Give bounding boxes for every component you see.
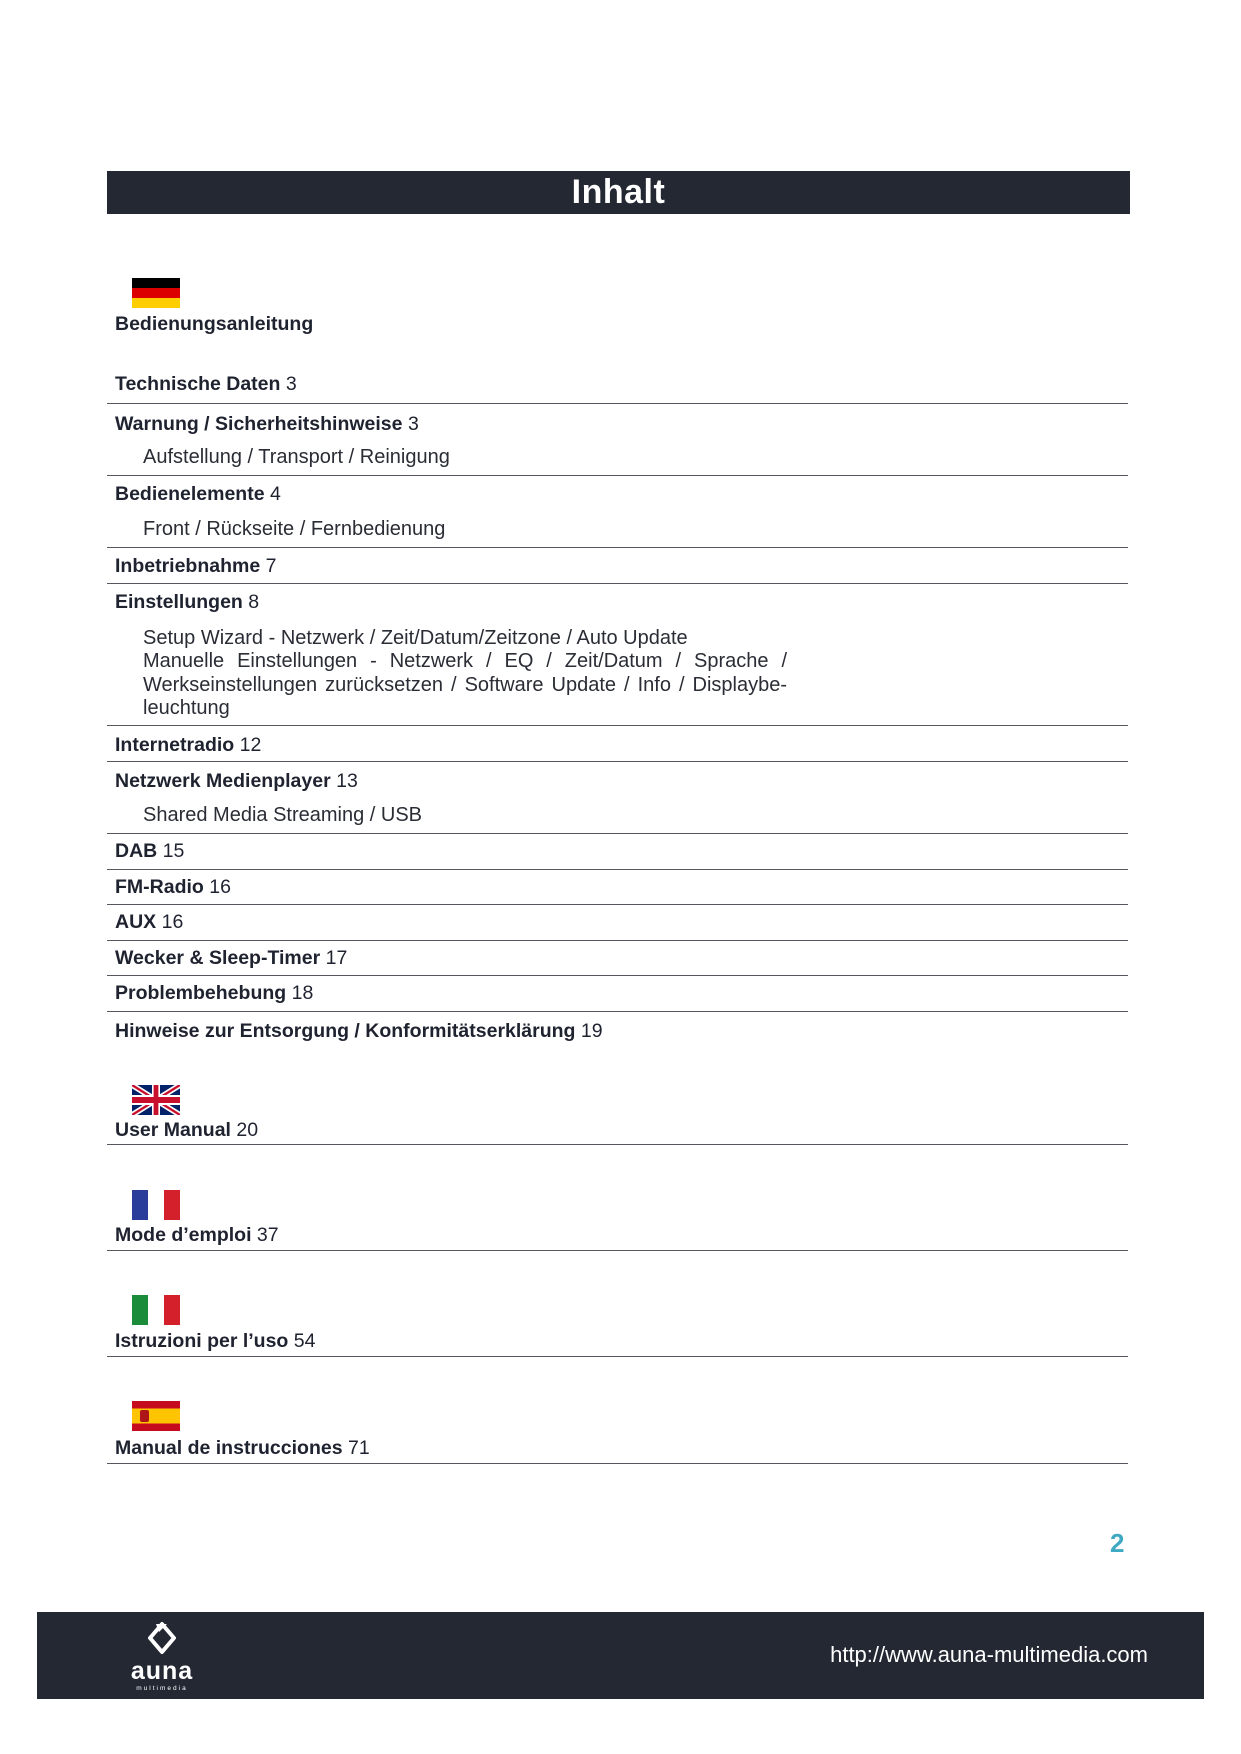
logo-subtext: multimedia <box>136 1685 188 1692</box>
language-page: 54 <box>293 1330 316 1352</box>
toc-row <box>107 905 1128 941</box>
page-title: Inhalt <box>107 171 1130 214</box>
toc-subtitle: Manuelle Einstellungen - Netzwerk / EQ / Zeit/Datum / Sprache / Werkseinstellungen zurücksetzen / Software Update / Info / Displaybe-leuchtung <box>143 650 787 719</box>
language-row <box>107 1310 1128 1357</box>
toc-title: FM-Radio <box>115 876 204 898</box>
toc-subtitle: Setup Wizard - Netzwerk / Zeit/Datum/Zeitzone / Auto Update <box>143 627 688 649</box>
toc-row <box>107 584 1128 726</box>
language-title: Mode d’emploi <box>115 1224 252 1246</box>
toc-row-last <box>115 1020 603 1043</box>
toc-title: Wecker & Sleep-Timer <box>115 947 321 969</box>
toc-page: 17 <box>325 947 348 969</box>
toc-title: Internetradio <box>115 734 235 756</box>
language-title: User Manual <box>115 1119 231 1141</box>
footer-url-link[interactable]: http://www.auna-multimedia.com <box>830 1642 1148 1667</box>
page-number: 2 <box>1110 1528 1125 1558</box>
toc-page: 3 <box>407 413 419 435</box>
language-row <box>107 1100 1128 1145</box>
footer-bar <box>37 1612 1204 1699</box>
toc-row <box>107 548 1128 584</box>
section-heading-de: Bedienungsanleitung <box>115 313 314 335</box>
toc-row <box>107 762 1128 834</box>
language-page: 20 <box>236 1119 259 1141</box>
language-title: Manual de instrucciones <box>115 1437 343 1459</box>
logo-wordmark: auna <box>130 1657 194 1685</box>
toc-page: 16 <box>161 911 184 933</box>
toc-title: Problembehebung <box>115 982 287 1004</box>
toc-page: 16 <box>209 876 231 898</box>
language-title: Istruzioni per l’uso <box>115 1330 289 1352</box>
toc-row <box>107 834 1128 870</box>
toc-page: 7 <box>265 555 277 577</box>
toc-row <box>107 870 1128 905</box>
toc-row <box>107 368 1128 404</box>
toc-page: 13 <box>336 770 358 792</box>
language-row <box>107 1416 1128 1464</box>
toc-subtitle: Shared Media Streaming / USB <box>143 804 423 826</box>
toc-row <box>107 726 1128 762</box>
toc-title: Hinweise zur Entsorgung / Konformitätserklärung <box>115 1020 576 1042</box>
toc-subtitle: Aufstellung / Transport / Reinigung <box>143 446 450 468</box>
toc-page: 4 <box>269 483 281 505</box>
toc-row <box>107 404 1128 476</box>
toc-title: Einstellungen <box>115 591 243 613</box>
toc-row <box>107 976 1128 1012</box>
toc-row <box>107 941 1128 976</box>
language-page: 71 <box>347 1437 370 1459</box>
toc-title: Inbetriebnahme <box>115 555 261 577</box>
toc-page: 8 <box>248 591 260 613</box>
toc-title: Technische Daten <box>115 373 281 395</box>
auna-logo-icon <box>107 1618 217 1694</box>
toc-page: 19 <box>580 1020 603 1042</box>
flag-germany-icon <box>132 278 180 308</box>
language-page: 37 <box>256 1224 279 1246</box>
toc-title: Netzwerk Medienplayer <box>115 770 331 792</box>
toc-title: Bedienelemente <box>115 483 265 505</box>
language-row <box>107 1205 1128 1251</box>
toc-page: 3 <box>285 373 297 395</box>
toc-page: 18 <box>291 982 314 1004</box>
toc-title: DAB <box>115 840 158 862</box>
toc-subtitle: Front / Rückseite / Fernbedienung <box>143 518 446 540</box>
toc-page: 15 <box>162 840 185 862</box>
toc-title: Warnung / Sicherheitshinweise <box>115 413 403 435</box>
toc-page: 12 <box>239 734 262 756</box>
toc-row <box>107 476 1128 548</box>
toc-title: AUX <box>115 911 157 933</box>
